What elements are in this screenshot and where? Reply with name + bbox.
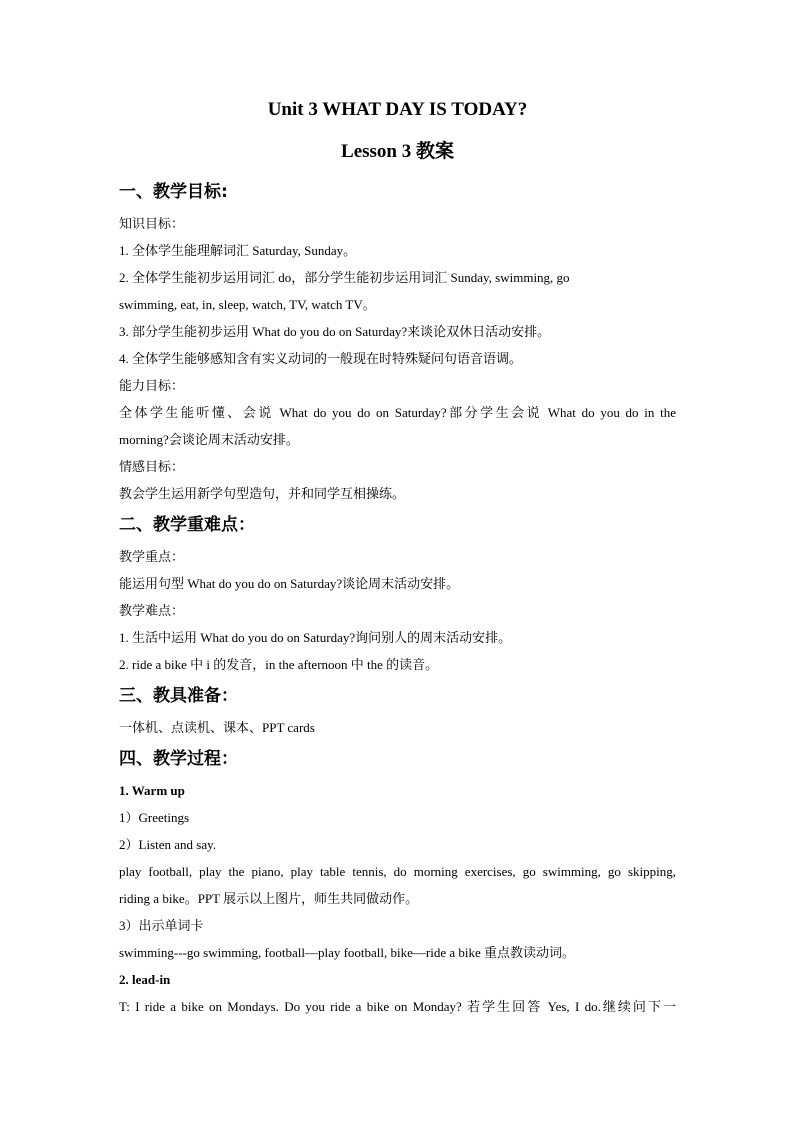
step-warm-up-title: 1. Warm up <box>119 783 185 798</box>
knowledge-objective-1: 1. 全体学生能理解词汇 Saturday, Sunday。 <box>119 243 357 258</box>
warm-up-listen-and-say: 2）Listen and say. <box>119 837 216 852</box>
knowledge-objective-3: 3. 部分学生能初步运用 What do you do on Saturday?来谈论双休日活动安排。 <box>119 324 551 339</box>
warm-up-greetings: 1）Greetings <box>119 810 190 825</box>
warm-up-activities-line-2: riding a bike。PPT 展示以上图片，师生共同做动作。 <box>119 891 419 906</box>
warm-up-word-cards: 3）出示单词卡 <box>119 918 204 933</box>
lead-in-dialogue-line: T: I ride a bike on Mondays. Do you ride a bike on Monday? 若学生回答 Yes, I do.继续问下一 <box>119 999 676 1014</box>
section-heading-procedure: 四、教学过程： <box>119 749 238 769</box>
difficult-points-label: 教学难点： <box>119 603 185 618</box>
section-heading-key-points: 二、教学重难点： <box>119 515 255 535</box>
emotion-objective-1: 教会学生运用新学句型造句，并和同学互相操练。 <box>119 486 406 501</box>
ability-objective-line-2: morning?会谈论周末活动安排。 <box>119 432 299 447</box>
emotion-objectives-label: 情感目标： <box>119 459 185 474</box>
step-lead-in-title: 2. lead-in <box>119 972 171 987</box>
difficult-point-2: 2. ride a bike 中 i 的发音，in the afternoon 中 the 的读音。 <box>119 657 439 672</box>
key-points-label: 教学重点： <box>119 549 185 564</box>
ability-objective-line-1: 全体学生能听懂、会说 What do you do on Saturday?部分学生会说 What do you do in the <box>119 405 676 420</box>
ability-objectives-label: 能力目标： <box>119 378 185 393</box>
knowledge-objectives-label: 知识目标： <box>119 216 185 231</box>
warm-up-word-cards-line: swimming---go swimming, football—play football, bike—ride a bike 重点教读动词。 <box>119 945 576 960</box>
materials-list: 一体机、点读机、课本、PPT cards <box>119 720 315 735</box>
warm-up-activities-line-1: play football, play the piano, play table tennis, do morning exercises, go swimming, go skipping, <box>119 864 676 879</box>
section-heading-objectives: 一、教学目标: <box>119 182 228 202</box>
knowledge-objective-4: 4. 全体学生能够感知含有实义动词的一般现在时特殊疑问句语音语调。 <box>119 351 523 366</box>
document-subtitle: Lesson 3 教案 <box>341 141 454 162</box>
key-point-1: 能运用句型 What do you do on Saturday?谈论周末活动安排。 <box>119 576 460 591</box>
document-title: Unit 3 WHAT DAY IS TODAY? <box>267 99 528 120</box>
knowledge-objective-2-line-2: swimming, eat, in, sleep, watch, TV, watch TV。 <box>119 297 376 312</box>
knowledge-objective-2-line-1: 2. 全体学生能初步运用词汇 do，部分学生能初步运用词汇 Sunday, swimming, go <box>119 270 570 285</box>
difficult-point-1: 1. 生活中运用 What do you do on Saturday?询问别人的周末活动安排。 <box>119 630 512 645</box>
section-heading-materials: 三、教具准备： <box>119 686 238 706</box>
lesson-plan-page <box>119 96 676 1020</box>
